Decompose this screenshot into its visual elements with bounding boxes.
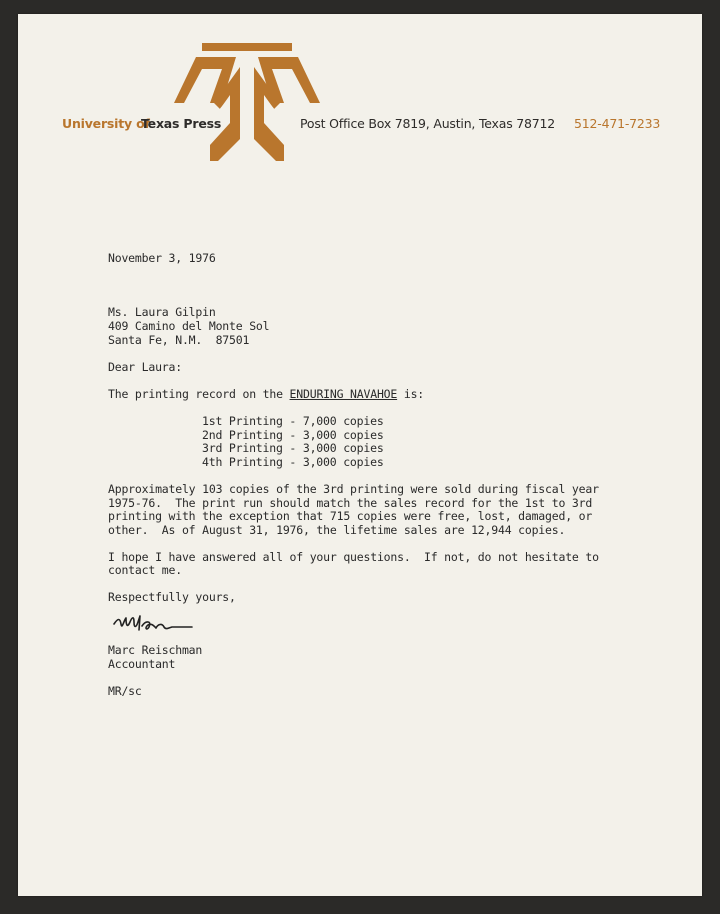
letterhead-texas-press: Texas Press	[141, 116, 222, 131]
printing-line: 1st Printing - 7,000 copies	[202, 414, 384, 428]
university-press-logo	[174, 43, 320, 163]
letter-date: November 3, 1976	[108, 251, 216, 265]
recipient-name: Ms. Laura Gilpin	[108, 305, 216, 319]
signer-title: Accountant	[108, 657, 176, 671]
para1-line: 1975-76. The print run should match the sales record for the 1st to 3rd	[108, 496, 593, 510]
letterhead-phone: 512-471-7233	[574, 116, 661, 131]
signature	[112, 612, 196, 636]
para2-line: contact me.	[108, 563, 182, 577]
para2-line: I hope I have answered all of your questions. If not, do not hesitate to	[108, 550, 599, 564]
intro-before: The printing record on the	[108, 387, 290, 401]
para1-line: other. As of August 31, 1976, the lifetime sales are 12,944 copies.	[108, 523, 566, 537]
printing-line: 3rd Printing - 3,000 copies	[202, 441, 384, 455]
letterhead-address: Post Office Box 7819, Austin, Texas 78712	[300, 116, 556, 131]
recipient-street: 409 Camino del Monte Sol	[108, 319, 270, 333]
printing-line: 4th Printing - 3,000 copies	[202, 455, 384, 469]
book-title: ENDURING NAVAHOE	[289, 387, 398, 401]
typist-initials: MR/sc	[108, 684, 142, 698]
salutation: Dear Laura:	[108, 360, 182, 374]
signer-name: Marc Reischman	[108, 643, 203, 657]
letterhead-university-of: University of	[62, 116, 150, 131]
para1-line: Approximately 103 copies of the 3rd printing were sold during fiscal year	[108, 482, 599, 496]
closing: Respectfully yours,	[108, 590, 236, 604]
intro-after: is:	[397, 387, 425, 401]
intro-line	[108, 388, 424, 402]
recipient-city: Santa Fe, N.M. 87501	[108, 333, 250, 347]
printing-line: 2nd Printing - 3,000 copies	[202, 428, 384, 442]
para1-line: printing with the exception that 715 copies were free, lost, damaged, or	[108, 509, 593, 523]
